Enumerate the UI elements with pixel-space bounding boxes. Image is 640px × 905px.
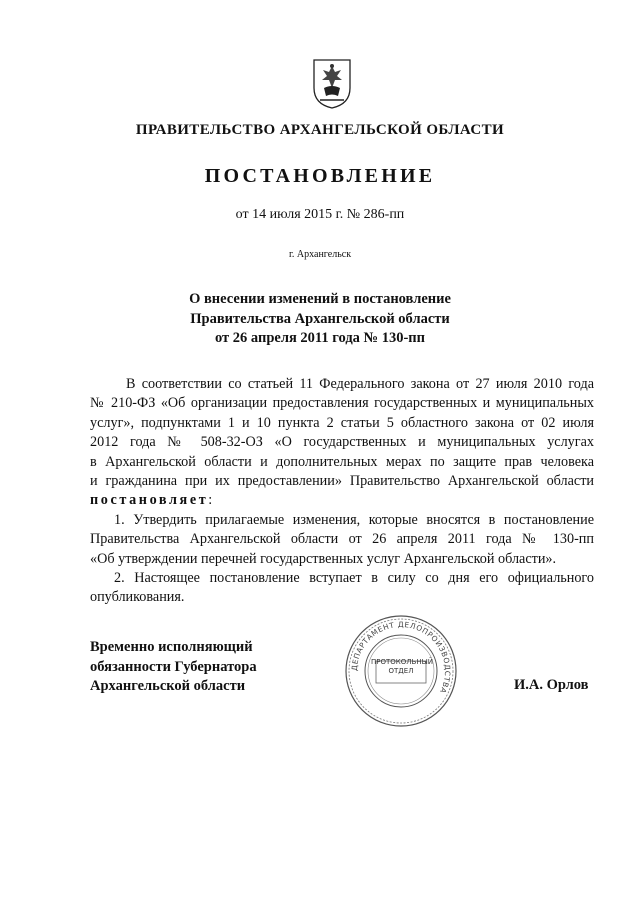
stamp-ring-text: ДЕПАРТАМЕНТ ДЕЛОПРОИЗВОДСТВА: [349, 619, 453, 696]
body-line: 2012 года № 508-32-ОЗ «О государственных и муниципальных услугах: [90, 434, 594, 451]
government-name: ПРАВИТЕЛЬСТВО АРХАНГЕЛЬСКОЙ ОБЛАСТИ: [135, 122, 505, 138]
signatory-name: И.А. Орлов: [514, 677, 589, 693]
date-and-number: от 14 июля 2015 г. № 286-пп: [235, 207, 405, 222]
decree-word: постановляет: [90, 492, 209, 509]
body-line: № 210-ФЗ «Об организации предоставления государственных и муниципальных: [90, 395, 594, 412]
body-line: услуг», подпунктами 1 и 10 пункта 2 статьи 5 областного закона от 02 июля: [90, 414, 594, 431]
item-2-line: опубликования.: [90, 589, 185, 606]
body-line: и гражданина при их предоставлении» Правительство Архангельской области: [90, 472, 594, 489]
body-line: В соответствии со статьей 11 Федерального закона от 27 июля 2010 года: [126, 376, 594, 392]
subject-line: от 26 апреля 2011 года № 130-пп: [214, 330, 426, 346]
subject-line: О внесении изменений в постановление: [189, 291, 451, 307]
official-stamp: [344, 614, 458, 728]
decree-line: [90, 491, 594, 510]
document-type: ПОСТАНОВЛЕНИЕ: [204, 165, 436, 187]
stamp-center-line: ОТДЕЛ: [388, 667, 414, 675]
subject-line: Правительства Архангельской области: [190, 310, 450, 327]
item-1-line: 1. Утвердить прилагаемые изменения, которые вносятся в постановление: [114, 511, 594, 528]
item-1-line: «Об утверждении перечней государственных услуг Архангельской области».: [90, 550, 557, 567]
stamp-center-text: [371, 658, 434, 676]
document-subject: [0, 290, 640, 349]
body-line: в Архангельской области и дополнительных мерах по защите прав человека: [90, 453, 594, 470]
signatory-title: [90, 638, 257, 697]
coat-of-arms-icon: [312, 58, 352, 110]
signatory-title-line: Архангельской области: [90, 678, 246, 694]
signatory-title-line: Временно исполняющий: [90, 639, 253, 655]
signatory-title-line: обязанности Губернатора: [90, 658, 257, 675]
decree-colon: :: [208, 492, 213, 509]
document-body: [90, 375, 594, 608]
city: г. Архангельск: [288, 249, 352, 260]
item-2-line: 2. Настоящее постановление вступает в силу со дня его официального: [114, 569, 594, 586]
item-1-line: Правительства Архангельской области от 26 апреля 2011 года № 130-пп: [90, 531, 594, 548]
stamp-center-line: ПРОТОКОЛЬНЫЙ: [371, 658, 434, 666]
